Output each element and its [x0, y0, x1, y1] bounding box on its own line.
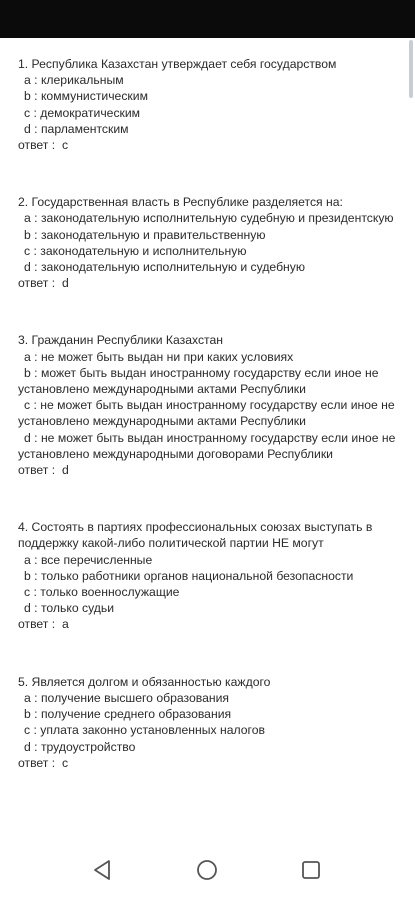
- question-block: [18, 674, 401, 771]
- option-letter: c :: [24, 723, 37, 738]
- option-text: только работники органов национальной безопасности: [40, 568, 354, 583]
- option-letter: c :: [24, 243, 37, 258]
- option-letter: a :: [24, 349, 38, 364]
- answer-value: c: [61, 755, 69, 770]
- option-letter: d :: [24, 430, 38, 445]
- option-a: [18, 349, 401, 365]
- answer-label: ответ :: [18, 755, 56, 770]
- option-d: [18, 739, 401, 755]
- scrollbar[interactable]: [409, 40, 413, 98]
- back-triangle-icon: [91, 858, 113, 882]
- option-text: может быть выдан иностранному государству если иное не установлено международными актами Республики: [18, 365, 379, 397]
- answer-value: d: [61, 463, 69, 478]
- answer-label: ответ :: [18, 463, 56, 478]
- option-c: [18, 584, 401, 600]
- option-text: законодательную исполнительную и судебную: [40, 260, 306, 275]
- option-c: [18, 105, 401, 121]
- status-bar: [0, 0, 415, 38]
- quiz-content: [18, 56, 401, 812]
- option-text: все перечисленные: [40, 552, 153, 567]
- option-letter: c :: [24, 105, 37, 120]
- recent-square-icon: [300, 859, 322, 881]
- option-letter: a :: [24, 690, 38, 705]
- option-b: [18, 568, 401, 584]
- answer-row: [18, 462, 401, 478]
- option-b: [18, 88, 401, 104]
- answer-row: [18, 275, 401, 291]
- option-letter: b :: [24, 707, 38, 722]
- option-text: законодательную и правительственную: [40, 227, 266, 242]
- option-b: [18, 227, 401, 243]
- option-letter: d :: [24, 121, 38, 136]
- option-text: только военнослужащие: [40, 585, 180, 600]
- answer-value: d: [61, 276, 69, 291]
- navigation-bar: [0, 840, 415, 900]
- option-text: законодательную и исполнительную: [40, 243, 247, 258]
- option-text: клерикальным: [40, 73, 124, 88]
- option-a: [18, 210, 401, 226]
- recent-apps-button[interactable]: [293, 852, 329, 888]
- option-d: [18, 430, 401, 462]
- option-letter: d :: [24, 260, 38, 275]
- question-title: 1. Республика Казахстан утверждает себя государством: [18, 57, 337, 71]
- option-letter: d :: [24, 739, 38, 754]
- option-text: получение высшего образования: [40, 690, 229, 705]
- home-circle-icon: [195, 858, 219, 882]
- option-b: [18, 706, 401, 722]
- option-b: [18, 365, 401, 397]
- option-text: парламентским: [40, 121, 129, 136]
- question-block: [18, 519, 401, 632]
- question-title: 3. Гражданин Республики Казахстан: [18, 333, 224, 348]
- option-letter: c :: [24, 398, 37, 413]
- option-letter: d :: [24, 601, 38, 616]
- option-letter: c :: [24, 585, 37, 600]
- option-text: законодательную исполнительную судебную и президентскую: [40, 211, 394, 226]
- option-text: демократическим: [40, 105, 141, 120]
- question-title: 5. Является долгом и обязанностью каждого: [18, 674, 271, 689]
- answer-label: ответ :: [18, 617, 56, 632]
- option-d: [18, 121, 401, 137]
- option-text: уплата законно установленных налогов: [40, 723, 265, 738]
- question-block: [18, 56, 401, 153]
- option-d: [18, 600, 401, 616]
- option-text: коммунистическим: [40, 89, 148, 104]
- answer-label: ответ :: [18, 276, 56, 291]
- answer-row: [18, 616, 401, 632]
- option-letter: b :: [24, 568, 38, 583]
- question-block: [18, 194, 401, 291]
- answer-value: a: [61, 617, 69, 632]
- option-text: не может быть выдан иностранному государству если иное не установлено международными договорами Республики: [18, 430, 396, 461]
- option-a: [18, 72, 401, 88]
- option-text: только судьи: [40, 601, 115, 616]
- option-letter: b :: [24, 227, 38, 242]
- answer-value: c: [61, 138, 69, 153]
- back-button[interactable]: [84, 852, 120, 888]
- option-text: не может быть выдан ни при каких условиях: [40, 349, 294, 364]
- option-text: не может быть выдан иностранному государству если иное не установлено международными актами Республики: [18, 398, 395, 429]
- option-d: [18, 259, 401, 275]
- option-text: получение среднего образования: [40, 707, 232, 722]
- option-c: [18, 397, 401, 429]
- option-letter: a :: [24, 73, 38, 88]
- question-title: 2. Государственная власть в Республике разделяется на:: [18, 195, 343, 210]
- option-letter: a :: [24, 211, 38, 226]
- option-c: [18, 722, 401, 738]
- answer-label: ответ :: [18, 138, 56, 153]
- option-letter: a :: [24, 552, 38, 567]
- option-letter: b :: [24, 89, 38, 104]
- option-a: [18, 690, 401, 706]
- option-a: [18, 552, 401, 568]
- answer-row: [18, 137, 401, 153]
- answer-row: [18, 755, 401, 771]
- option-c: [18, 243, 401, 259]
- option-letter: b :: [24, 365, 38, 380]
- home-button[interactable]: [189, 852, 225, 888]
- option-text: трудоустройство: [40, 739, 136, 754]
- question-block: [18, 332, 401, 478]
- question-title: 4. Состоять в партиях профессиональных союзах выступать в поддержку какой-либо политической партии НЕ могут: [18, 520, 373, 551]
